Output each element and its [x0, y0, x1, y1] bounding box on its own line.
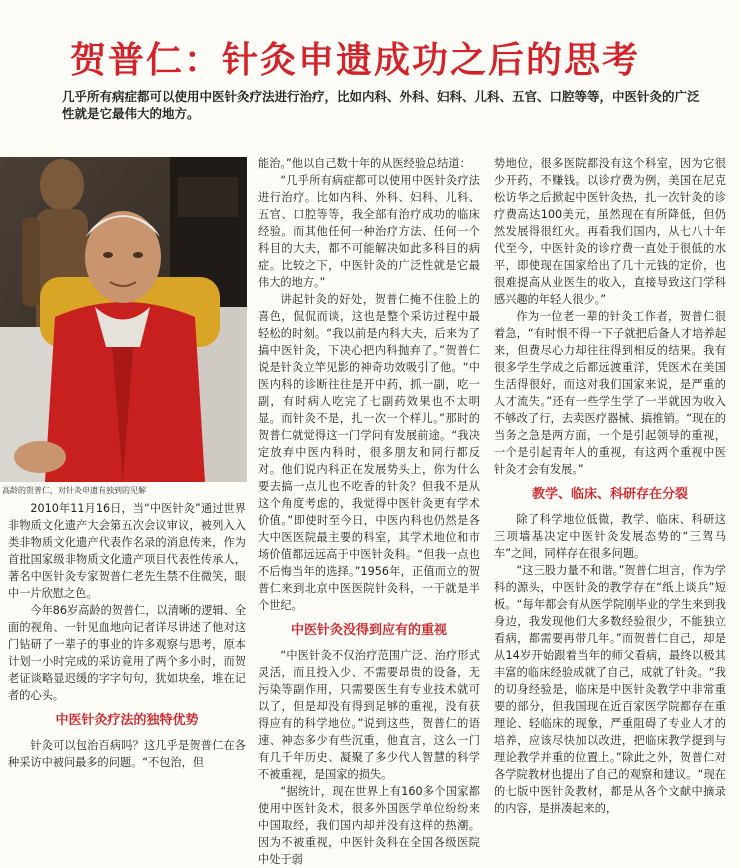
paragraph: 势地位，很多医院都没有这个科室，因为它很少开药，不赚钱。以诊疗费为例，美国在尼克松访华之后掀起中医针灸热，扎一次针灸的诊疗费高达100美元，虽然现在有所降低，但仍然发展得很红火。再看我们国内，从七八十年代至今，中医针灸的诊疗费一直处于很低的水平，即使现在国家给出了几十元钱的定价，也很难提高从业医生的收入，直接导致这门学科感兴趣的年轻人很少。” [494, 157, 726, 306]
column-3 [494, 155, 726, 817]
paragraph: 除了科学地位低微，教学、临床、科研这三项墙基决定中医针灸发展态势的“三驾马车”之间，同样存在很多问题。 [494, 513, 726, 560]
section-heading: 中医针灸没得到应有的重视 [290, 623, 447, 638]
paragraph: 针灸可以包治百病吗？这几乎是贺普仁在各种采访中被问最多的问题。“不包治，但 [8, 739, 246, 769]
photo-caption: 高龄的贺普仁，对针灸申遗有独到的见解 [2, 486, 146, 495]
paragraph: 讲起针灸的好处，贺普仁掩不住脸上的喜色，侃侃而谈，这也是整个采访过程中最轻松的时刻。“我以前是内科大夫，后来为了搞中医针灸，下决心把内科抛弃了。”贺普仁说是针灸立竿见影的神奇功效吸引了他。“中医内科的诊断往往是开中药，抓一副，吃一副，有时病人吃完了七副药效果也不太明显。而针灸不是，扎一次一个样儿。”那时的贺普仁就觉得这一门学问有发展前途。“我决定放弃中医内科时，很多朋友和同行都反对。他们说内科正在发展势头上，你为什么要去搞一点儿也不吃香的针灸？但我不是从这个角度考虑的，我觉得中医针灸更有学术价值。”即使时至今日，中医内科也仍然是各大中医医院最主要的科室，其学术地位和市场价值都远远高于中医针灸科。“但我一点也不后悔当年的选择。”1956年，正值而立的贺普仁来到北京中医医院针灸科，一干就是半个世纪。 [258, 293, 480, 612]
paragraph: “几乎所有病症都可以使用中医针灸疗法进行治疗。比如内科、外科、妇科、儿科、五官、口腔等等，我全部有治疗成功的临床经验。而其他任何一种治疗方法、任何一个科目的大夫，都不可能解决如此多科目的病症。比较之下，中医针灸的广泛性就是它最伟大的地方。” [258, 174, 480, 289]
paragraph: 能治。”他以自己数十年的从医经验总结道： [258, 157, 471, 170]
section-heading: 中医针灸疗法的独特优势 [55, 713, 199, 728]
paragraph: “中医针灸不仅治疗范围广泛、治疗形式灵活，而且投入少、不需要昂贵的设备，无污染等副作用，只需要医生有专业技术就可以了，但是却没有得到足够的重视，没有获得应有的科学地位。”说到这些，贺普仁的语速、神态多少有些沉重，他直言，这么一门有几千年历史、凝聚了多少代人智慧的科学不被重视，是国家的损失。 [258, 649, 480, 781]
paragraph: 2010年11月16日，当“中医针灸”通过世界非物质文化遗产大会第五次会议审议，被列入入类非物质文化遗产代表作名录的消息传来，作为首批国家级非物质文化遗产项目代表性传承人，著名中医针灸专家贺普仁老先生禁不住微笑，眼中一片欣慰之色。 [8, 502, 246, 600]
paragraph: 今年86岁高龄的贺普仁，以清晰的逻辑、全面的视角、一针见血地向记者详尽讲述了他对这门钻研了一辈子的事业的许多观察与思考，原本计划一小时完成的采访竟用了两个多小时，而贺老证谈略显迟缓的字字句句，犹如块垒，堆在记者的心头。 [8, 604, 247, 702]
article-lead: 几乎所有病症都可以使用中医针灸疗法进行治疗，比如内科、外科、妇科、儿科、五官、口腔等等，中医针灸的广泛性就是它最伟大的地方。 [62, 89, 700, 121]
section-heading: 教学、临床、科研存在分裂 [531, 487, 688, 502]
paragraph: 作为一位老一辈的针灸工作者，贺普仁很着急，“有时恨不得一下子就把后备人才培养起来，但费尽心力却往往得到相反的结果。我有很多学生学成之后都远渡重洋，凭医术在美国生活得很好，而这对我们国家来说，是严重的人才流失。”还有一些学生学了一半就因为收入不够改了行，去卖医疗器械、搞推销。“现在的当务之急是两方面，一个是引起领导的重视，一个是引起青年人的重视，有这两个重视中医针灸才会有发展。” [494, 310, 726, 476]
portrait-illustration [0, 157, 247, 482]
portrait-photo [0, 157, 247, 482]
paragraph: “据统计，现在世界上有160多个国家都使用中医针灸术，很多外国医学单位纷纷来中国取经，我们国内却并没有这样的热潮。因为不被重视，中医针灸科在全国各级医院中处于弱 [258, 785, 480, 866]
paragraph: “这三股力量不和谐。”贺普仁坦言，作为学科的源头，中医针灸的教学存在“纸上谈兵”短板。“每年都会有从医学院刚毕业的学生来到我身边，我发现他们大多数经验很少，不能独立看病，都需要再带几年。”而贺普仁自己，却是从14岁开始跟着当年的师父看病，最终以极其丰富的临床经验成就了自己，成就了针灸。“我的切身经验是，临床是中医针灸教学中非常重要的部分，但我国现在近百家医学院都存在重理论、轻临床的现象，严重阻碍了专业人才的培养，应该尽快加以改进，把临床教学提到与理论教学并重的位置上。”除此之外，贺普仁对各学院教材也提出了自己的观察和建议。“现在的七版中医针灸教材，都是从各个文献中摘录的内容，是拼凑起来的， [494, 564, 726, 815]
article-title: 贺普仁：针灸申遗成功之后的思考 [70, 40, 641, 81]
column-2 [258, 155, 480, 868]
column-1 [8, 500, 246, 771]
